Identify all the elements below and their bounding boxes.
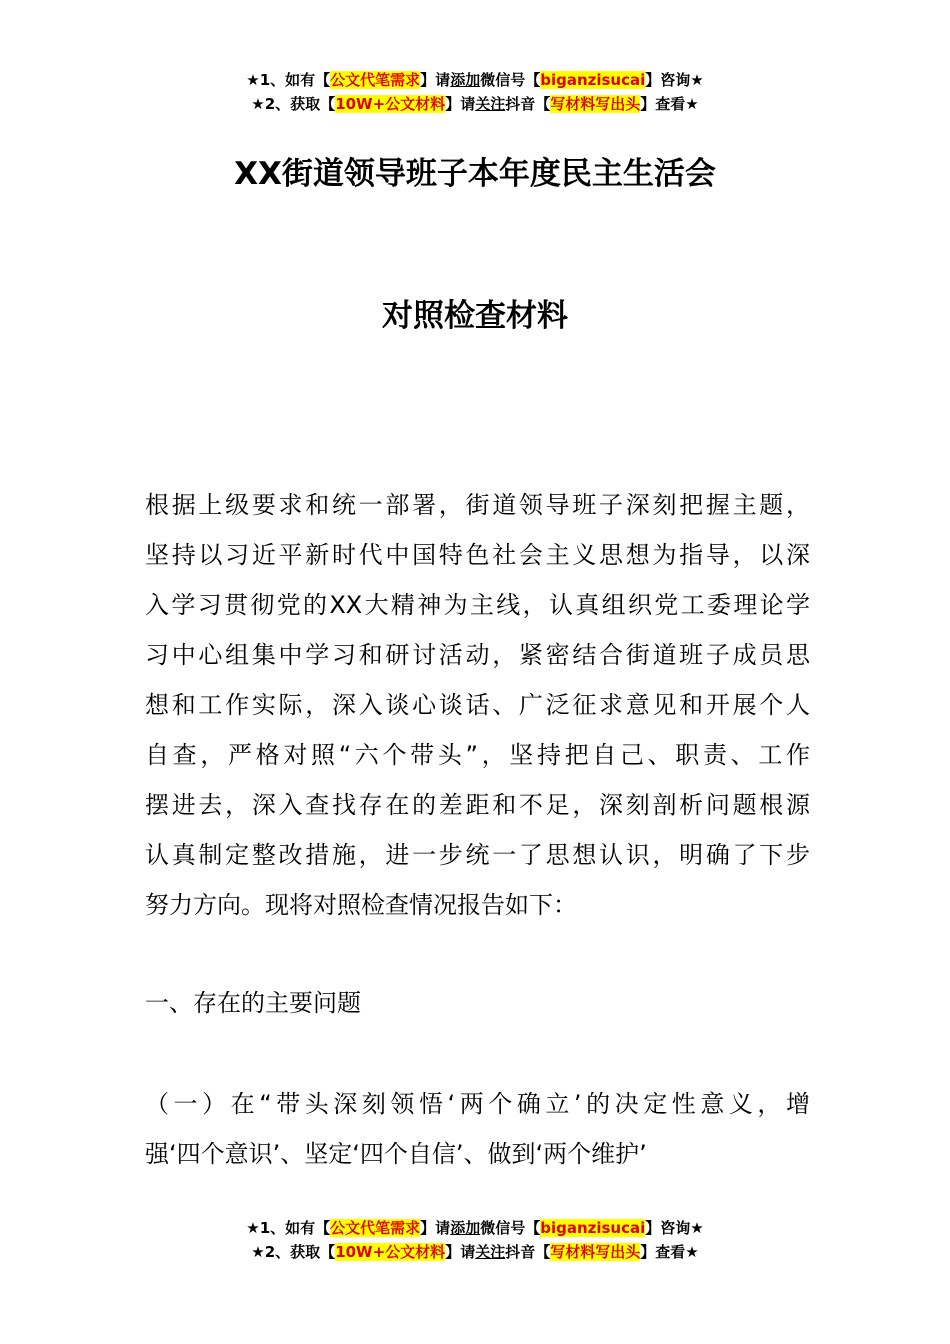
- banner-underline-text: 添加: [450, 71, 481, 89]
- paragraph-line: 自查，严格对照“六个带头”，坚持把自己、职责、工作: [145, 741, 810, 769]
- banner-highlight: 公文代笔需求: [330, 1219, 421, 1237]
- section-paragraph: [145, 1079, 810, 1179]
- banner-line-2: [0, 92, 950, 116]
- banner-text: 抖音【: [505, 95, 551, 113]
- banner-underline-text: 关注: [475, 1243, 506, 1261]
- banner-text: 】请: [420, 1219, 451, 1237]
- banner-text: ★2、获取【: [251, 95, 336, 113]
- banner-text: ★1、如有【: [246, 1219, 331, 1237]
- banner-text: 】请: [445, 95, 476, 113]
- banner-highlight: 公文代笔需求: [330, 71, 421, 89]
- banner-text: 微信号【: [480, 1219, 541, 1237]
- banner-highlight: 10W+公文材料: [335, 95, 446, 113]
- banner-highlight: 写材料写出头: [550, 1243, 641, 1261]
- banner-line-1: [0, 1216, 950, 1240]
- banner-text: ★1、如有【: [246, 71, 331, 89]
- bottom-banner: [0, 1216, 950, 1264]
- paragraph-line: 入学习贯彻党的XX大精神为主线，认真组织党工委理论学: [145, 591, 810, 619]
- document-subtitle: 对照检查材料: [382, 298, 568, 334]
- banner-text: 抖音【: [505, 1243, 551, 1261]
- banner-underline-text: 添加: [450, 1219, 481, 1237]
- banner-text: 】咨询★: [645, 1219, 704, 1237]
- banner-highlight: biganzisucai: [540, 1219, 646, 1237]
- banner-line-1: [0, 68, 950, 92]
- intro-paragraph: [145, 480, 810, 930]
- top-banner: [0, 68, 950, 116]
- banner-highlight: 10W+公文材料: [335, 1243, 446, 1261]
- document-title: XX街道领导班子本年度民主生活会: [234, 156, 716, 192]
- banner-text: 】查看★: [640, 1243, 699, 1261]
- banner-highlight: biganzisucai: [540, 71, 646, 89]
- paragraph-line: 认真制定整改措施，进一步统一了思想认识，明确了下步: [145, 841, 810, 869]
- paragraph-line: 习中心组集中学习和研讨活动，紧密结合街道班子成员思: [145, 641, 810, 669]
- paragraph-line: 摆进去，深入查找存在的差距和不足，深刻剖析问题根源: [145, 791, 810, 819]
- banner-underline-text: 关注: [475, 95, 506, 113]
- section-heading: 一、存在的主要问题: [145, 989, 361, 1017]
- banner-highlight: 写材料写出头: [550, 95, 641, 113]
- paragraph-line: 强‘四个意识’、坚定‘四个自信’、做到‘两个维护’: [145, 1140, 647, 1168]
- paragraph-line: 想和工作实际，深入谈心谈话、广泛征求意见和开展个人: [145, 691, 810, 719]
- paragraph-line: 努力方向。现将对照检查情况报告如下：: [145, 891, 577, 919]
- paragraph-line: 坚持以习近平新时代中国特色社会主义思想为指导，以深: [145, 541, 810, 569]
- paragraph-line: （一）在“带头深刻领悟‘两个确立’的决定性意义，增: [145, 1090, 810, 1118]
- banner-text: 】查看★: [640, 95, 699, 113]
- banner-line-2: [0, 1240, 950, 1264]
- paragraph-line: 根据上级要求和统一部署，街道领导班子深刻把握主题，: [145, 491, 810, 519]
- banner-text: ★2、获取【: [251, 1243, 336, 1261]
- banner-text: 】请: [445, 1243, 476, 1261]
- banner-text: 】咨询★: [645, 71, 704, 89]
- banner-text: 】请: [420, 71, 451, 89]
- banner-text: 微信号【: [480, 71, 541, 89]
